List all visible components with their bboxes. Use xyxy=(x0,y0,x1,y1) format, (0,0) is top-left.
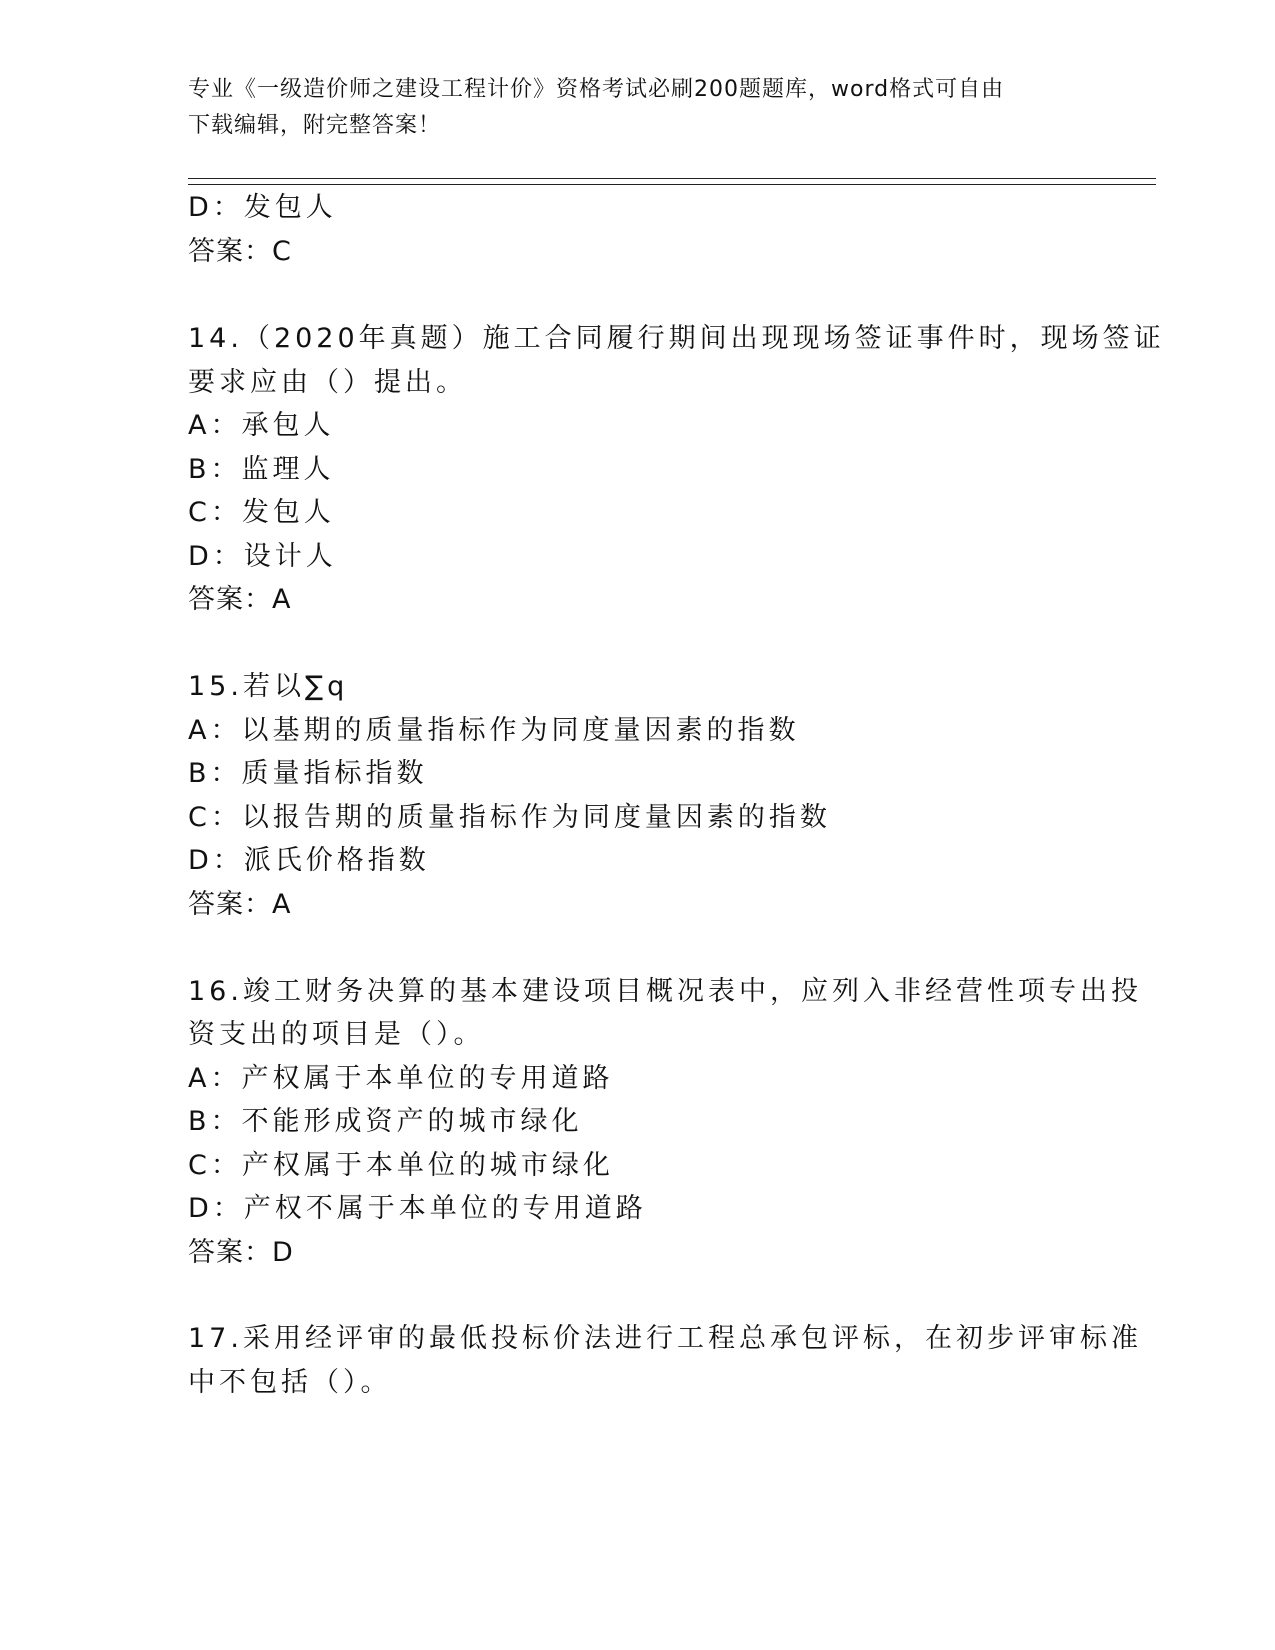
header-rule-top xyxy=(188,178,1156,179)
q14-option-b: B：监理人 xyxy=(188,454,335,485)
q16-stem-line-1: 16.竣工财务决算的基本建设项目概况表中，应列入非经营性项专出投 xyxy=(188,976,1142,1007)
document-header xyxy=(188,72,1088,144)
header-line-2: 下载编辑，附完整答案！ xyxy=(188,113,442,138)
q16-answer: 答案：D xyxy=(188,1237,294,1268)
header-rule-bottom xyxy=(188,184,1156,185)
q15-option-d: D：派氏价格指数 xyxy=(188,845,430,876)
q17-stem-line-1: 17.采用经评审的最低投标价法进行工程总承包评标，在初步评审标准 xyxy=(188,1323,1142,1354)
q16-option-d: D：产权不属于本单位的专用道路 xyxy=(188,1193,647,1224)
q15-option-a: A：以基期的质量指标作为同度量因素的指数 xyxy=(188,715,800,746)
q14-option-c: C：发包人 xyxy=(188,497,335,528)
q15-option-c: C：以报告期的质量指标作为同度量因素的指数 xyxy=(188,802,831,833)
q14-answer: 答案：A xyxy=(188,584,292,615)
q16-stem-line-2: 资支出的项目是（）。 xyxy=(188,1019,485,1050)
q15-answer: 答案：A xyxy=(188,889,292,920)
header-line-1: 专业《一级造价师之建设工程计价》资格考试必刷200题题库，word格式可自由 xyxy=(188,77,1005,102)
q16-option-a: A：产权属于本单位的专用道路 xyxy=(188,1063,614,1094)
q14-stem-line-1: 14.（2020年真题）施工合同履行期间出现现场签证事件时，现场签证 xyxy=(188,323,1165,354)
q17-stem-line-2: 中不包括（）。 xyxy=(188,1367,392,1398)
q16-option-b: B：不能形成资产的城市绿化 xyxy=(188,1106,583,1137)
q13-answer: 答案：C xyxy=(188,236,292,267)
q16-option-c: C：产权属于本单位的城市绿化 xyxy=(188,1150,614,1181)
q14-option-d: D：设计人 xyxy=(188,541,337,572)
q13-option-d: D：发包人 xyxy=(188,192,337,223)
q15-option-b: B：质量指标指数 xyxy=(188,758,428,789)
q14-option-a: A：承包人 xyxy=(188,410,335,441)
q14-stem-line-2: 要求应由（）提出。 xyxy=(188,367,467,398)
q15-stem-line-1: 15.若以∑q xyxy=(188,671,349,702)
